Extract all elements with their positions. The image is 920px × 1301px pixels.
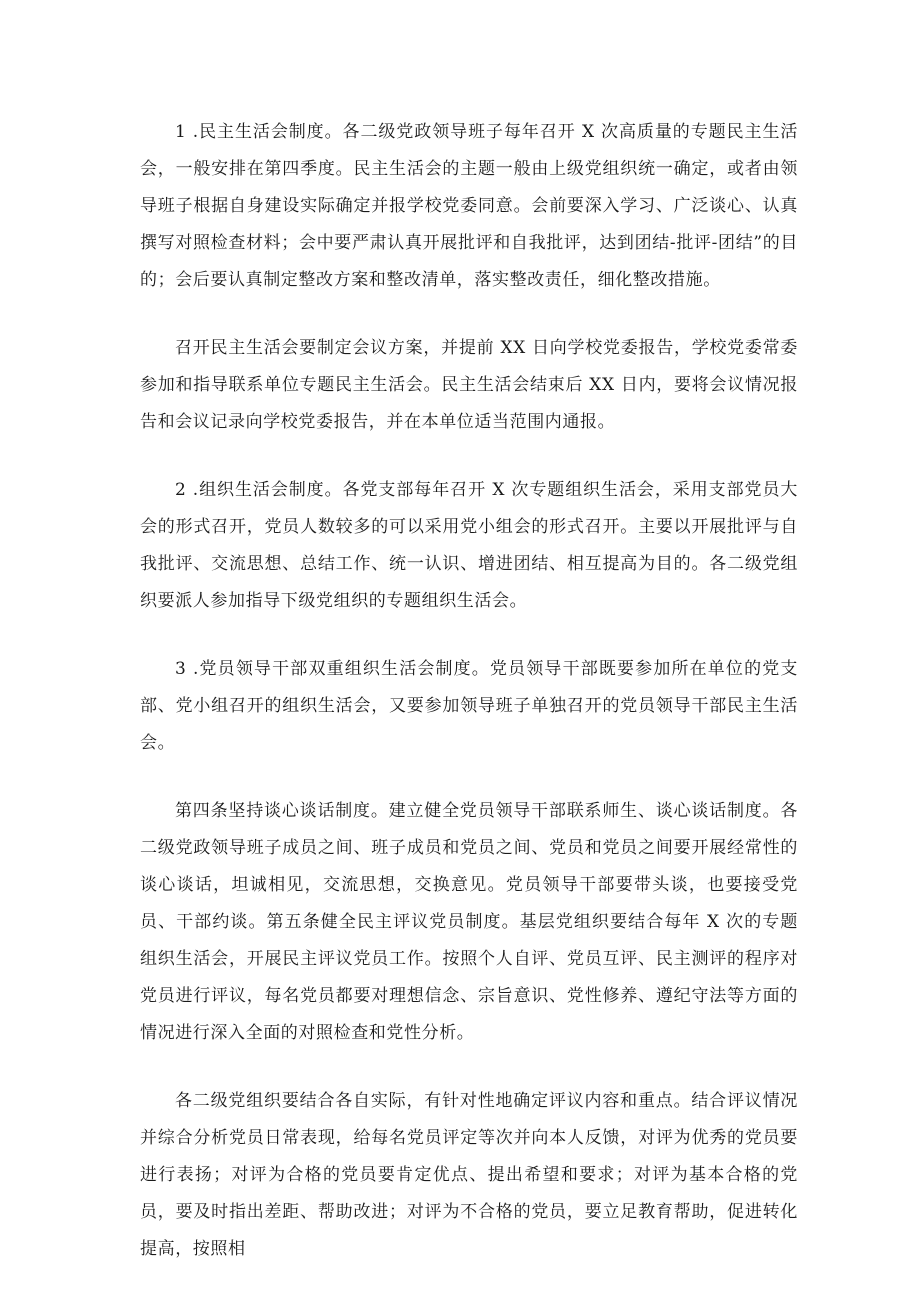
paragraph-organizational-life-meeting: 2 .组织生活会制度。各党支部每年召开 X 次专题组织生活会，采用支部党员大会的形式召开，党员人数较多的可以采用党小组会的形式召开。主要以开展批评与自我批评、交流思想、总结工作、统一认识、增进团结、相互提高为目的。各二级党组织要派人参加指导下级党组织的专题组织生活会。 bbox=[140, 480, 798, 611]
paragraph-gap bbox=[140, 441, 798, 472]
paragraph-meeting-plan-report: 召开民主生活会要制定会议方案，并提前 XX 日向学校党委报告，学校党委常委参加和指导联系单位专题民主生活会。民主生活会结束后 XX 日内，要将会议情况报告和会议记录向学校党委报告，并在本单位适当范围内通报。 bbox=[140, 338, 798, 432]
paragraph-gap bbox=[140, 1052, 798, 1083]
paragraph-democratic-life-meeting: 1 .民主生活会制度。各二级党政领导班子每年召开 X 次高质量的专题民主生活会，一般安排在第四季度。民主生活会的主题一般由上级党组织统一确定，或者由领导班子根据自身建设实际确定并报学校党委同意。会前要深入学习、广泛谈心、认真撰写对照检查材料；会中要严肃认真开展批评和自我批评，达到团结-批评-团结”的目的；会后要认真制定整改方案和整改清单，落实整改责任，细化整改措施。 bbox=[140, 122, 798, 290]
paragraph-dual-organizational-life: 3 .党员领导干部双重组织生活会制度。党员领导干部既要参加所在单位的党支部、党小组召开的组织生活会，又要参加领导班子单独召开的党员领导干部民主生活会。 bbox=[140, 659, 798, 753]
paragraph-gap bbox=[140, 299, 798, 330]
paragraph-gap bbox=[140, 620, 798, 651]
paragraph-heart-to-heart-talks: 第四条坚持谈心谈话制度。建立健全党员领导干部联系师生、谈心谈话制度。各二级党政领导班子成员之间、班子成员和党员之间、党员和党员之间要开展经常性的谈心谈话，坦诚相见，交流思想，交换意见。党员领导干部要带头谈，也要接受党员、干部约谈。第五条健全民主评议党员制度。基层党组织要结合每年 X 次的专题组织生活会，开展民主评议党员工作。按照个人自评、党员互评、民主测评的程序对党员进行评议，每名党员都要对理想信念、宗旨意识、党性修养、遵纪守法等方面的情况进行深入全面的对照检查和党性分析。 bbox=[140, 801, 798, 1043]
paragraph-evaluation-content: 各二级党组织要结合各自实际，有针对性地确定评议内容和重点。结合评议情况并综合分析党员日常表现，给每名党员评定等次并向本人反馈，对评为优秀的党员要进行表扬；对评为合格的党员要肯定优点、提出希望和要求；对评为基本合格的党员，要及时指出差距、帮助改进；对评为不合格的党员，要立足教育帮助，促进转化提高，按照相 bbox=[140, 1091, 798, 1259]
document-body bbox=[140, 114, 798, 1268]
paragraph-gap bbox=[140, 762, 798, 793]
